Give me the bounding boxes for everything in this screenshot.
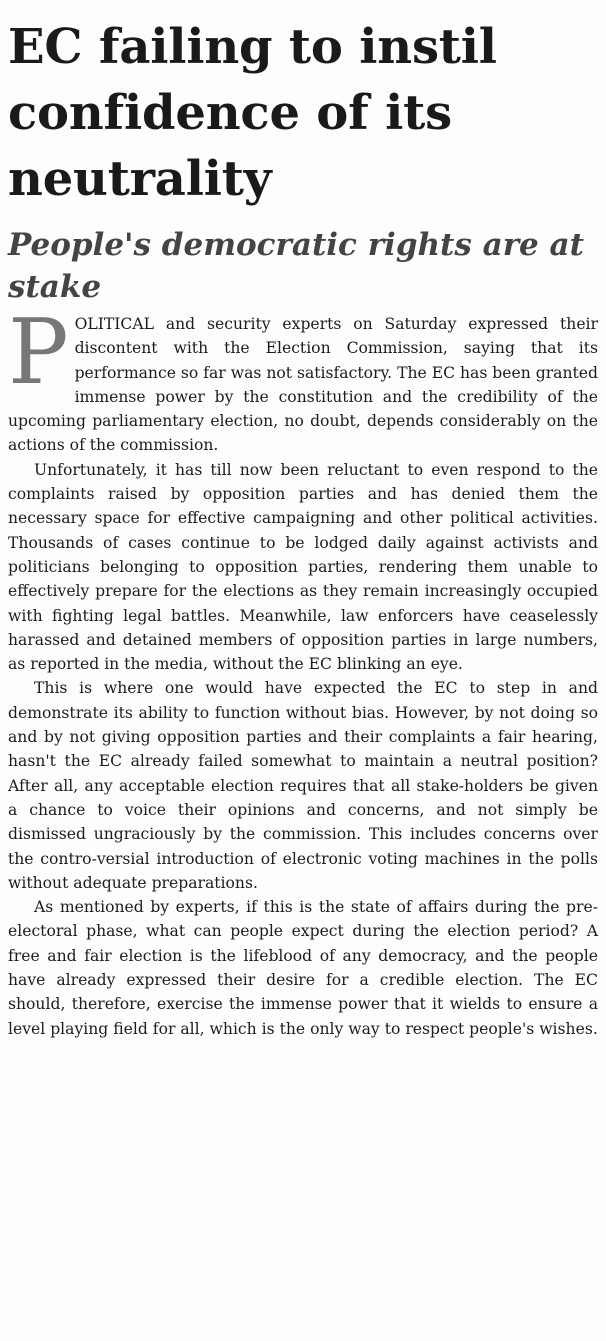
drop-cap: P (8, 300, 69, 405)
paragraph-1 (8, 300, 598, 458)
paragraph-4: As mentioned by experts, if this is the state of affairs during the pre-electoral phase, what can people expect during the election period? A free and fair election is the lifeblood of any democracy, and the people have already expressed their desire for a credible election. The EC should, therefore, exercise the immense power that it wields to ensure a level playing field for all, which is the only way to respect people's wishes. (8, 898, 598, 1038)
subheadline: People's democratic rights are at stake (8, 227, 584, 305)
article-body (8, 300, 598, 1041)
paragraph-3: This is where one would have expected the EC to step in and demonstrate its ability to function without bias. However, by not doing so and by not giving opposition parties and their complaints a fair hearing, hasn't the EC already failed somewhat to maintain a neutral position? After all, any acceptable election requires that all stake-holders be given a chance to voice their opinions and concerns, and not simply be dismissed ungraciously by the commission. This includes concerns over the contro-versial introduction of electronic voting machines in the polls without adequate preparations. (8, 679, 598, 892)
paragraph-2: Unfortunately, it has till now been reluctant to even respond to the complaints raised by opposition parties and has denied them the necessary space for effective campaigning and other political activities. Thousands of cases continue to be lodged daily against activists and politicians belonging to opposition parties, rendering them unable to effectively prepare for the elections as they remain increasingly occupied with fighting legal battles. Meanwhile, law enforcers have ceaselessly harassed and detained members of opposition parties in large numbers, as reported in the media, without the EC blinking an eye. (8, 460, 598, 674)
headline: EC failing to instil confidence of its neutrality (8, 19, 497, 207)
paragraph-1-text: OLITICAL and security experts on Saturday expressed their discontent with the Election Commission, saying that its performance so far was not satisfactory. The EC has been granted immense power by the constitution and the credibility of the upcoming parliamentary election, no doubt, depends considerably on the actions of the commission. (8, 315, 598, 455)
